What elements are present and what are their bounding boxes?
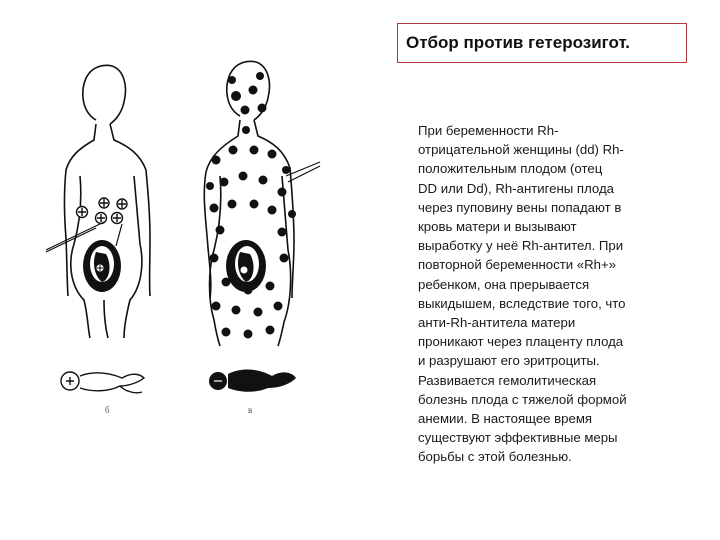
body-line: При беременности Rh-: [418, 123, 559, 138]
body-line: кровь матери и вызывают: [418, 219, 577, 235]
left-caption: б: [105, 405, 110, 415]
body-line: анемии. В настоящее время: [418, 411, 593, 427]
slide-title: Отбор против гетерозигот.: [406, 33, 631, 52]
body-line: ребенком, она прерывается: [418, 276, 590, 292]
body-line: борьбы с этой болезнью.: [418, 449, 572, 465]
body-line: и разрушают его эритроциты.: [418, 353, 600, 369]
body-line: выкидышем, вследствие того, что: [418, 295, 626, 311]
right-uterus-with-fetus: [226, 240, 266, 292]
body-line: DD или Dd), Rh-антигены плода: [418, 180, 614, 196]
body-line: повторной беременности «Rh+»: [418, 257, 616, 273]
right-antibody-dots: [206, 72, 296, 339]
body-line: через пуповину вены попадают в: [418, 199, 622, 215]
left-uterus-with-fetus: [83, 240, 121, 292]
body-line: существуют эффективные меры: [418, 430, 618, 446]
body-line: положительным плодом (отец: [418, 161, 603, 177]
slide-title-box: [397, 23, 687, 63]
body-line: Развивается гемолитическая: [418, 372, 597, 388]
body-line: проникают через плаценту плода: [418, 334, 624, 350]
body-line: болезнь плода с тяжелой формой: [418, 391, 627, 407]
body-text: [418, 121, 693, 467]
left-antigens: [77, 198, 128, 224]
body-line: выработку у неё Rh-антител. При: [418, 238, 624, 254]
left-newborn: [61, 372, 144, 393]
right-caption: в: [248, 405, 253, 415]
right-newborn: [209, 370, 296, 392]
body-line: отрицательной женщины (dd) Rh-: [418, 142, 624, 158]
body-line: анти-Rh-антитела матери: [418, 315, 576, 331]
